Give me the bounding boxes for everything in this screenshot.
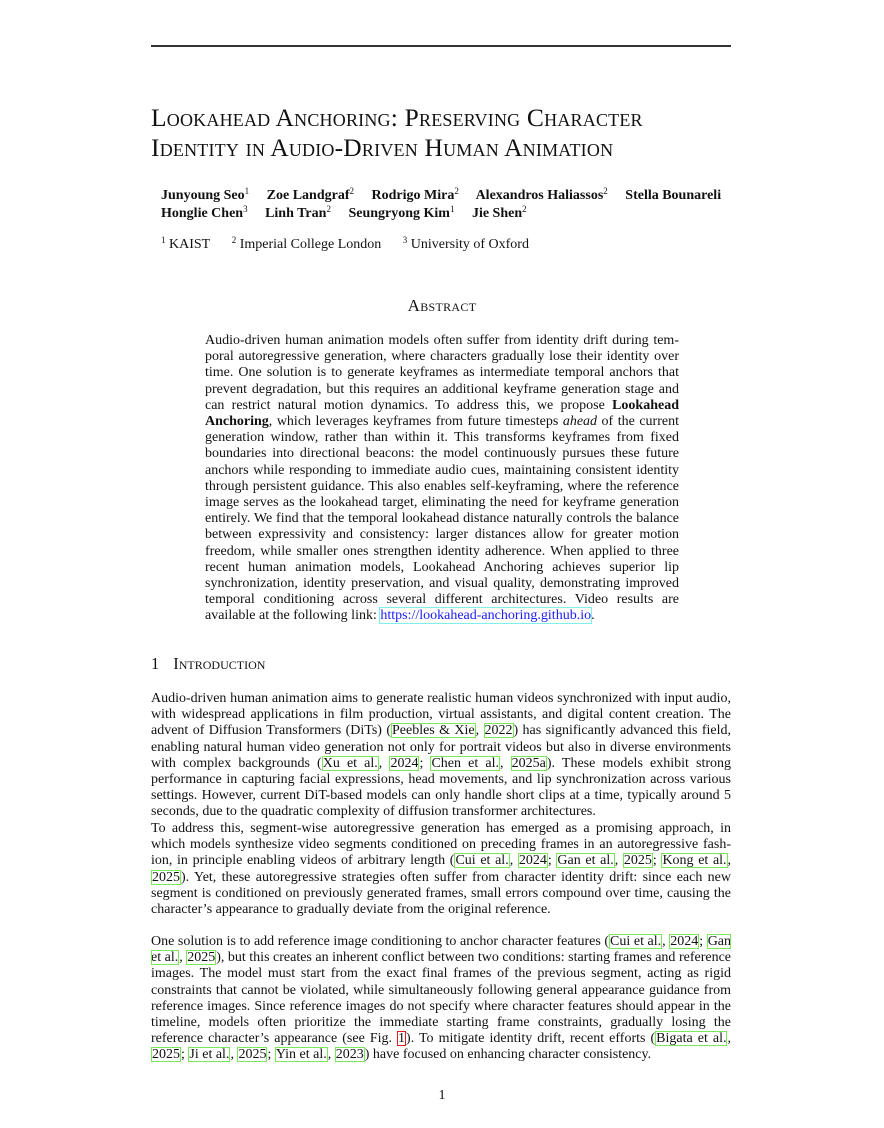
citation-link[interactable]: 2024 [518,853,547,869]
separator: ; [699,934,707,949]
separator: , [500,755,511,771]
paragraph-text: ) have focused on enhancing character consistency. [364,1047,652,1063]
paragraph-text: To address this, segment-wise autoregressive generation has emerged as a promising approach, in which models synthesize video segments conditioned on preceding frames in an autoregressive fashion, in principle enabling videos of arbitrary length ( [151,821,731,869]
paragraph-text: ), but this creates an inherent conflict between two conditions: starting frames and reference images. The model must start from the exact final frames of the previous segment, acting as rigid constraints that cannot be violated, while simultaneously following general appearance guidance from reference images. Since reference images do not specify where character features should appear in the timeline, models often prioritize the immediate starting frame constraints, gradually losing the reference character’s appearance (see Fig. [151,950,731,1047]
section-title: Introduction [173,654,266,673]
intro-paragraph-2 [151,821,731,918]
page-number: 1 [438,1088,446,1103]
citation-link[interactable]: 2024 [390,755,419,771]
author-row-2 [161,205,735,223]
citation-link[interactable]: 2025 [238,1047,267,1063]
paragraph-text: ). Yet, these autoregressive strategies often suffer from character identity drift: since each new segment is conditioned on previously generated frames, small errors compound over time, causing the character’s appearance to gradually deviate from the original reference. [151,869,731,918]
author [267,188,354,203]
author-affiliation-mark: 2 [603,186,608,196]
affiliation-name: Imperial College London [239,237,382,252]
author [348,206,454,221]
separator: , [327,1047,335,1063]
paragraph-text: ). These models exhibit strong performance in capturing facial expressions, head movements, and lip synchronization across various settings. However, current DiT-based models can only handle short clips at a time, typically around 5 seconds, due to the quadratic complexity of diffusion transformer architectures. [151,755,732,820]
author-name: Linh Tran [265,206,327,221]
citation-link[interactable]: 2022 [484,723,513,739]
section-number: 1 [151,654,160,673]
paragraph-text: One solution is to add reference image conditioning to anchor character features ( [151,934,610,949]
author-name: Alexandros Haliassos [475,188,604,203]
citation-link[interactable]: Gan et al. [151,934,732,966]
separator: , [727,1031,731,1047]
author-name: Seungryong Kim [348,206,450,221]
paragraph-text: ). To mitigate identity drift, recent efforts ( [406,1031,656,1047]
affiliation-name: University of Oxford [410,237,529,252]
author-affiliation-mark: 1 [244,186,250,196]
paragraph-text: Audio-driven human animation aims to generate realistic human videos synchronized with input audio, with widespread applications in film production, virtual assistants, and digital content creation. The advent of Diffusion Transformers (DiTs) ( [151,691,731,739]
citation-link[interactable]: 2025a [511,755,546,771]
author-name: Honglie Chen [161,206,244,221]
citation-link[interactable]: Yin et al. [275,1047,327,1063]
title-line-2: Identity in Audio-Driven Human Animation [151,133,614,162]
abstract-text: . [591,608,595,624]
project-link[interactable]: https://lookahead-anchoring.github.io [380,608,592,624]
author-list [161,187,735,223]
citation-link[interactable]: Gan et al. [557,853,614,869]
separator: ; [652,853,662,869]
citation-link[interactable]: 2025 [152,1047,180,1063]
citation-link[interactable]: Xu et al. [322,755,378,771]
affiliation-name: KAIST [169,237,211,252]
author-affiliation-mark: 2 [349,186,354,196]
abstract-text: of the current generation window, rather than within it. This transforms keyframes from fixed boundaries into directional beacons: the model continuously pursues these future anchors while responding to immediate audio cues, maintaining consistent identity through persistent guidance. This also enables self-keyframing, where the reference image serves as the lookahead target, eliminating the need for keyframe generation entirely. We find that the temporal lookahead distance naturally controls the balance between expressivity and consistency: larger distances allow for greater motion freedom, while smaller ones strengthen identity adherence. When applied to three recent human animation models, Lookahead Anchoring achieves superior lip synchronization, identity preservation, and visual quality, demonstrating improved temporal conditioning across several different architectures. Video results are available at the following link: [205,414,679,624]
method-name: Lookahead Anchoring [205,397,679,430]
separator: ; [181,1047,189,1063]
author-affiliation-mark: 2 [522,204,527,214]
author-name: Rodrigo Mira [371,188,455,203]
section-heading-introduction [151,654,265,674]
citation-link[interactable]: 2025 [152,869,180,885]
citation-link[interactable]: Kong et al. [662,853,727,869]
affiliation-number: 1 [161,235,166,245]
author-name: Junyoung Seo [161,188,245,203]
separator: , [230,1047,238,1063]
separator: , [509,853,518,869]
abstract-heading: Abstract [407,296,477,315]
author [476,188,608,203]
citation-link[interactable]: Ji et al. [189,1047,230,1063]
abstract-text: , which leverages keyframes from future timesteps [268,414,563,430]
affiliation-number: 3 [402,235,408,245]
separator: , [727,853,732,869]
author [372,188,459,203]
affiliation-list [161,237,547,253]
separator: ; [267,1047,275,1063]
citation-link[interactable]: 2024 [670,934,699,949]
author-row-1 [161,187,735,205]
affiliation-number: 2 [231,235,237,245]
abstract-text: Audio-driven human animation models often suffer from identity drift during temporal autoregressive generation, where characters gradually lose their identity over time. One solution is to generate keyframes as intermediate temporal anchors that prevent degradation, but this requires an additional keyframe generation stage and can restrict natural motion dynamics. To address this, we propose [205,333,679,413]
separator: , [475,723,484,739]
author [265,206,331,221]
emphasis: ahead [562,414,598,430]
title-line-1: Lookahead Anchoring: Preserving Character [151,103,643,132]
author-affiliation-mark: 2 [454,186,459,196]
header-rule [151,45,731,47]
author-name: Stella Bounareli [625,188,722,203]
citation-link[interactable]: Cui et al. [455,853,509,869]
author-name: Jie Shen [471,206,523,221]
separator: , [614,853,623,869]
author-affiliation-mark: 1 [449,204,455,214]
intro-paragraph-3 [151,934,731,1064]
affiliation [161,237,210,252]
paper-title [151,103,751,163]
affiliation [403,237,529,252]
citation-link[interactable]: 2025 [623,853,652,869]
citation-link[interactable]: Bigata et al. [656,1031,727,1047]
author [625,188,721,203]
author [472,206,527,221]
citation-link[interactable]: Peebles & Xie [391,723,475,739]
separator: ; [547,853,557,869]
author-name: Zoe Landgraf [266,188,350,203]
citation-link[interactable]: 2025 [187,950,216,966]
citation-link[interactable]: Chen et al. [431,755,499,771]
author-affiliation-mark: 2 [326,204,331,214]
author [161,188,249,203]
author [161,206,248,221]
separator: , [378,755,390,771]
separator: , [662,934,670,949]
citation-link[interactable]: Cui et al. [610,934,662,949]
figure-reference-link[interactable]: 1 [398,1031,406,1047]
abstract-body [205,333,679,625]
paragraph-text: ) has significantly advanced this field, enabling natural human video generation not only for portrait videos but also in diverse environments with complex backgrounds ( [151,723,731,771]
affiliation [232,237,382,252]
intro-paragraph-1 [151,691,731,821]
author-affiliation-mark: 3 [243,204,248,214]
separator: , [179,950,187,966]
citation-link[interactable]: 2023 [335,1047,364,1063]
separator: ; [419,755,431,771]
